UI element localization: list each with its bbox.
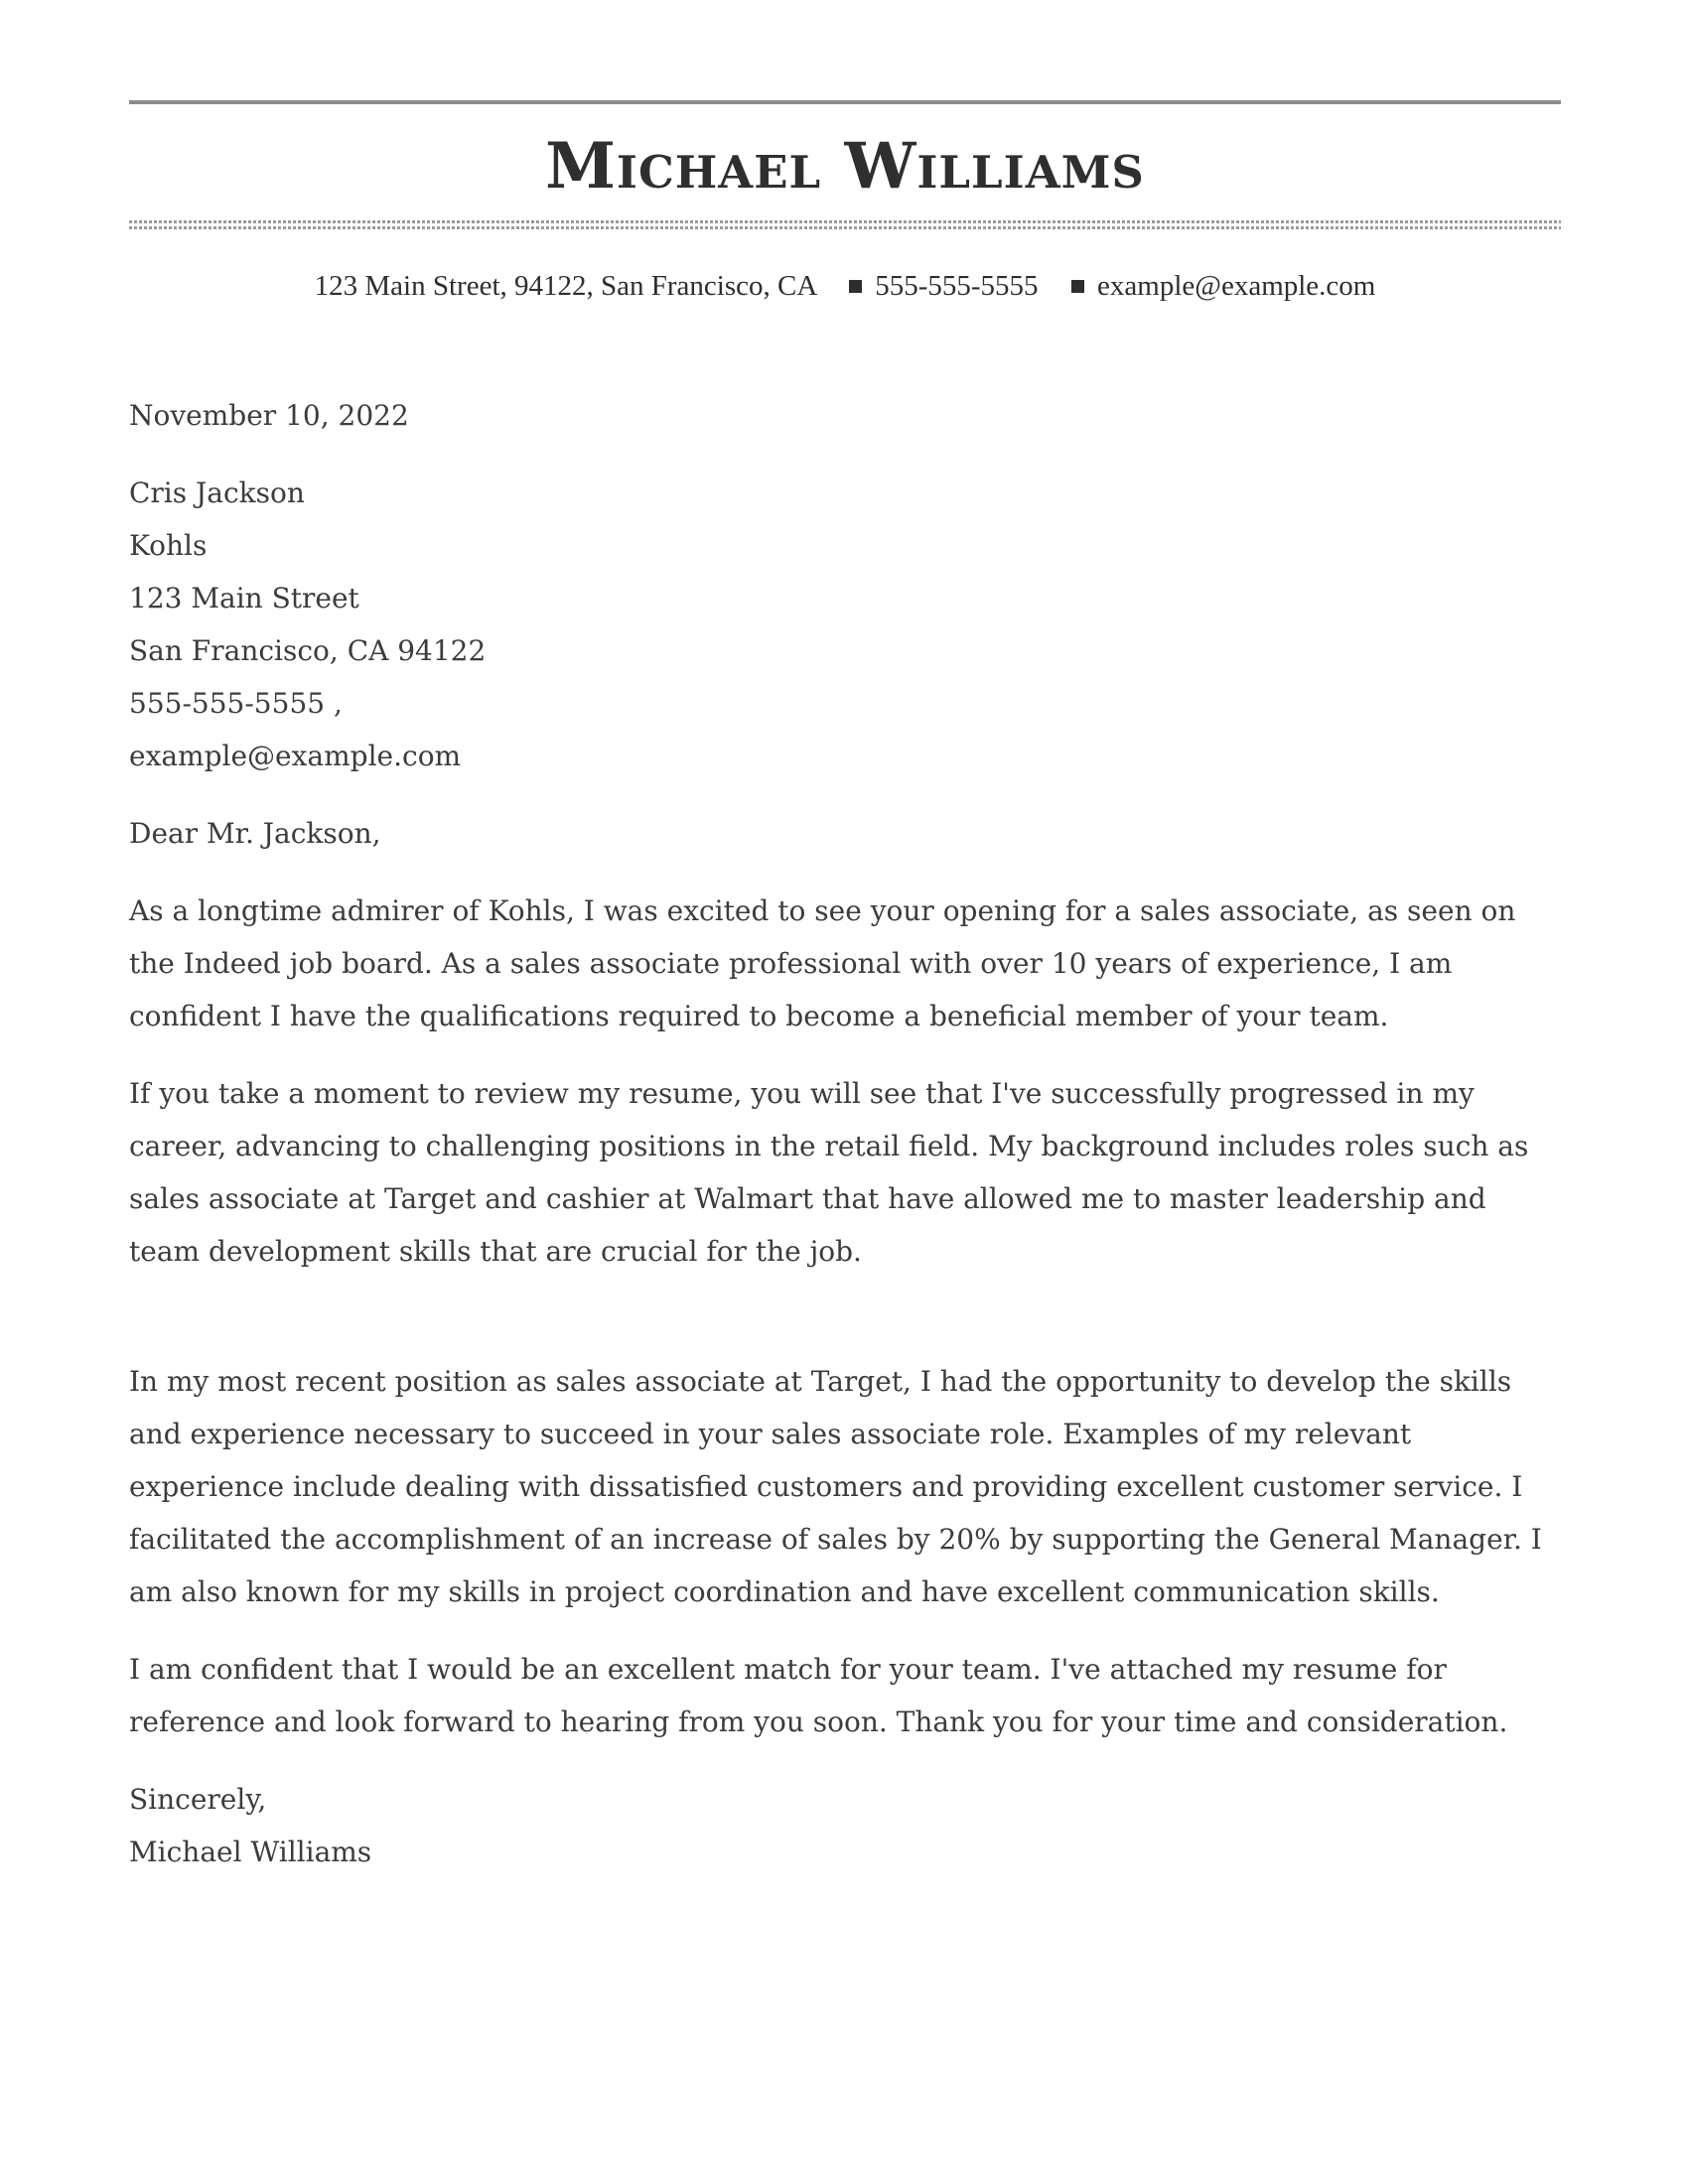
header-dotted-rule: [129, 220, 1561, 230]
square-bullet-icon: [849, 280, 862, 293]
signature-name: Michael Williams: [129, 1836, 372, 1868]
applicant-name: Michael Williams: [545, 129, 1145, 204]
letter-body: [129, 389, 1561, 1878]
letter-date: November 10, 2022: [129, 399, 409, 432]
contact-address: 123 Main Street, 94122, San Francisco, CA: [314, 270, 816, 302]
paragraph-1: As a longtime admirer of Kohls, I was excited to see your opening for a sales associate, as seen on the Indeed job board. As a sales associate professional with over 10 years of experience, I am confident I have the qualifications required to become a beneficial member of your team.: [129, 894, 1516, 1032]
recipient-company: Kohls: [129, 529, 208, 562]
paragraph-4: I am confident that I would be an excellent match for your team. I've attached my resume for reference and look forward to hearing from you soon. Thank you for your time and consideration.: [129, 1653, 1508, 1738]
closing: Sincerely,: [129, 1783, 267, 1816]
recipient-name: Cris Jackson: [129, 477, 305, 509]
paragraph-3: In my most recent position as sales associate at Target, I had the opportunity to develop the skills and experience necessary to succeed in your sales associate role. Examples of my relevant experience include dealing with dissatisfied customers and providing excellent customer service. I facilitated the accomplishment of an increase of sales by 20% by supporting the General Manager. I am also known for my skills in project coordination and have excellent communication skills.: [129, 1365, 1542, 1608]
salutation: Dear Mr. Jackson,: [129, 817, 381, 850]
square-bullet-icon: [1071, 280, 1084, 293]
contact-phone: 555-555-5555: [875, 270, 1039, 302]
closing-block: [129, 1773, 1561, 1878]
recipient-block: [129, 467, 1561, 782]
recipient-email: example@example.com: [129, 740, 462, 772]
letter-page: [129, 0, 1561, 2184]
header-top-rule: [129, 100, 1561, 104]
recipient-street: 123 Main Street: [129, 582, 359, 614]
recipient-phone: 555-555-5555 ,: [129, 687, 343, 720]
recipient-city: San Francisco, CA 94122: [129, 634, 487, 667]
contact-line: [129, 266, 1561, 306]
contact-email: example@example.com: [1097, 270, 1376, 302]
paragraph-2: If you take a moment to review my resume, you will see that I've successfully progressed in my career, advancing to challenging positions in the retail field. My background includes roles such as sales associate at Target and cashier at Walmart that have allowed me to master leadership and team development skills that are crucial for the job.: [129, 1077, 1529, 1268]
